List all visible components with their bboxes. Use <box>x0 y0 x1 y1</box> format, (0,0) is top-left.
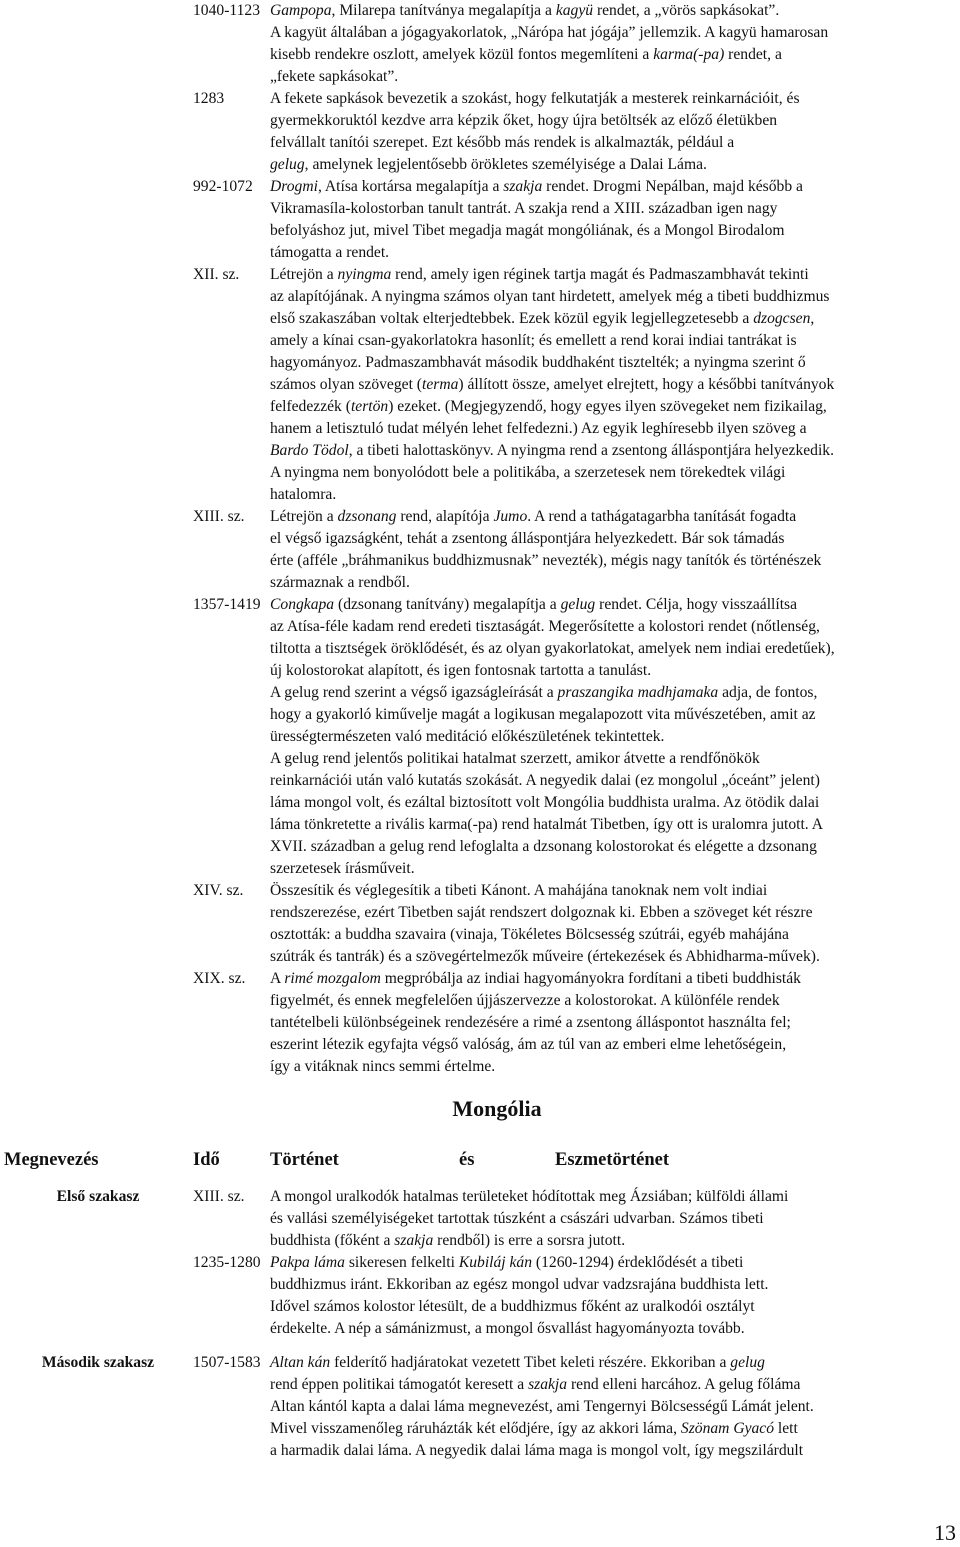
entry-date: XIII. sz. <box>193 1188 245 1205</box>
entry-text-line: és vallási személyiségeket tartottak túszként a császári udvarban. Számos tibeti <box>270 1210 764 1227</box>
entry-text-line: Idővel számos kolostor létesült, de a buddhizmus főként az uralkodói osztályt <box>270 1298 755 1315</box>
entry-text-line: szútrák és tantrák) és a szövegértelmezők műveire (értekezések és Abhidharma-művek). <box>270 948 820 965</box>
entry-text-line: buddhizmus iránt. Ekkoriban az egész mongol udvar vadzsrajána buddhista lett. <box>270 1276 769 1293</box>
period-label: Első szakasz <box>56 1188 140 1205</box>
entry-text-line: származnak a rendből. <box>270 574 410 591</box>
entry-date: 1507-1583 <box>193 1354 261 1371</box>
entry-text-line: így a vitáknak nincs semmi értelme. <box>270 1058 496 1075</box>
entry-text-line: az alapítójának. A nyingma számos olyan tant hirdetett, amelyek még a tibeti buddhizmus <box>270 288 830 305</box>
entry-date: 1357-1419 <box>193 596 261 613</box>
entry-text-line: az Atísa-féle kadam rend eredeti tisztaságát. Megerősítette a kolostori rendet (nőtlenség, <box>270 618 820 635</box>
entry-date: XIX. sz. <box>193 970 246 987</box>
entry-date: 1040-1123 <box>193 2 260 19</box>
entry-text-line: számos olyan szöveget (terma) állított össze, amelyet elrejtett, hogy a későbbi tanítványok <box>270 376 835 393</box>
entry-text-line: gyermekkoruktól kezdve arra képzik őket, hogy újra betöltsék az előző életükben <box>270 112 778 129</box>
period-label: Második szakasz <box>41 1354 155 1371</box>
entry-date: XIV. sz. <box>193 882 244 899</box>
entry-text-line: rend éppen politikai támogatót keresett a szakja rend elleni harcához. A gelug főláma <box>270 1376 801 1393</box>
entry-text-line: Altan kántól kapta a dalai láma megnevezést, ami Tengernyi Bölcsességű Lámát jelent. <box>270 1398 814 1415</box>
entry-text-line: reinkarnációi után való kutatás szokását. A negyedik dalai (ez mongolul „óceánt” jelent) <box>270 772 820 789</box>
header-ido: Idő <box>193 1150 220 1170</box>
entry-text-line: Létrejön a nyingma rend, amely igen réginek tartja magát és Padmaszambhavát tekinti <box>270 266 809 283</box>
entry-date: XIII. sz. <box>193 508 245 525</box>
entry-text-line: felfedezzék (tertön) ezeket. (Megjegyzendő, hogy egyes ilyen szövegeket nem fizikailag, <box>270 398 827 415</box>
entry-text-line: láma tönkretette a rivális karma(-pa) rend hatalmát Tibetben, így ott is uralomra jutott. A <box>270 816 823 833</box>
page-number: 13 <box>934 1520 956 1545</box>
header-megnevezes: Megnevezés <box>4 1150 99 1170</box>
entry-text-line: befolyáshoz jut, mivel Tibet megadja magát mongóliának, és a Mongol Birodalom <box>270 222 785 239</box>
entry-text-line: Altan kán felderítő hadjáratokat vezetett Tibet keleti részére. Ekkoriban a gelug <box>270 1354 765 1371</box>
entry-text-line: A mongol uralkodók hatalmas területeket hódítottak meg Ázsiában; külföldi állami <box>270 1188 789 1205</box>
entry-text-line: Gampopa, Milarepa tanítványa megalapítja a kagyü rendet, a „vörös sapkásokat”. <box>270 2 780 19</box>
entry-text-line: hanem a letisztuló tudat mélyén lehet felfedezni.) Az egyik leghíresebb ilyen szöveg a <box>270 420 807 437</box>
entry-date: 992-1072 <box>193 178 253 195</box>
entry-text-line: érte (afféle „bráhmanikus buddhizmusnak” nevezték), mégis nagy tanítók és történészek <box>270 552 822 569</box>
entry-text-line: a harmadik dalai láma. A negyedik dalai láma maga is mongol volt, így megszilárdult <box>270 1442 804 1459</box>
entry-text-line: buddhista (főként a szakja rendből) is erre a sorsra jutott. <box>270 1232 626 1249</box>
entry-text-line: Vikramasíla-kolostorban tanult tantrát. A szakja rend a XIII. században igen nagy <box>270 200 778 217</box>
entry-text-line: tantételbeli különbségeinek rendezésére a rimé a zsentong álláspontot használta fel; <box>270 1014 791 1031</box>
entry-text-line: Bardo Tödol, a tibeti halottaskönyv. A nyingma rend a zsentong álláspontjára helyezkedik. <box>270 442 834 459</box>
entry-text-line: „fekete sapkásokat”. <box>270 68 399 85</box>
entry-text-line: hogy a gyakorló kiművelje magát a logikusan megalapozott vita művészetében, amit az <box>270 706 816 723</box>
entry-text-line: Létrejön a dzsonang rend, alapítója Jumo. A rend a tathágatagarbha tanítását fogadta <box>270 508 797 525</box>
header-es: és <box>459 1150 475 1170</box>
entry-text-line: eszerint létezik egyfajta végső valóság, ám az túl van az emberi elme lehetőségein, <box>270 1036 787 1053</box>
entry-text-line: Összesítik és véglegesítik a tibeti Kánont. A mahájána tanoknak nem volt indiai <box>270 882 768 899</box>
entry-text-line: ürességtermészeten való meditáció előkészületének tekintettek. <box>270 728 665 745</box>
entry-date: 1235-1280 <box>193 1254 261 1271</box>
entry-text-line: szerzetesek írásműveit. <box>270 860 415 877</box>
entry-text-line: hatalomra. <box>270 486 337 503</box>
entry-text-line: tiltotta a tisztségek öröklődését, és az olyan gyakorlatokat, amelyek nem indiai eredetűek), <box>270 640 835 657</box>
entry-text-line: láma mongol volt, és ezáltal biztosított volt Mongólia buddhista uralma. Az ötödik dalai <box>270 794 820 811</box>
entry-text-line: amely a kínai csan-gyakorlatokra hasonlít; és emellett a rend korai indiai tantrákat is <box>270 332 797 349</box>
entry-text-line: gelug, amelynek legjelentősebb örökletes személyisége a Dalai Láma. <box>270 156 707 173</box>
entry-text-line: el végső igazságként, tehát a zsentong álláspontjára helyezkedett. Bár sok támadás <box>270 530 785 547</box>
entry-text-line: osztották: a buddha szavaira (vinaja, Tökéletes Bölcsesség szútrái, egyéb mahájána <box>270 926 789 943</box>
entry-text-line: figyelmét, és ennek megfelelően újjászervezze a kolostorokat. A különféle rendek <box>270 992 780 1009</box>
entry-text-line: Mivel visszamenőleg ráruházták két elődjére, így az akkori láma, Szönam Gyacó lett <box>270 1420 798 1437</box>
entry-text-line: érdekelte. A nép a sámánizmust, a mongol ősvallást hagyományozta tovább. <box>270 1320 745 1337</box>
entry-text-line: A nyingma nem bonyolódott bele a politikába, a szerzetesek nem törekedtek világi <box>270 464 786 481</box>
entry-text-line: A gelug rend szerint a végső igazságleírását a praszangika madhjamaka adja, de fontos, <box>270 684 818 701</box>
entry-text-line: A rimé mozgalom megpróbálja az indiai hagyományokra fordítani a tibeti buddhisták <box>270 970 801 987</box>
entry-text-line: támogatta a rendet. <box>270 244 390 261</box>
entry-date: 1283 <box>193 90 225 107</box>
entry-text-line: Pakpa láma sikeresen felkelti Kubiláj kán (1260-1294) érdeklődését a tibeti <box>270 1254 744 1271</box>
entry-text-line: hagyományoz. Padmaszambhavát második buddhaként tisztelték; a nyingma szerint ő <box>270 354 806 371</box>
entry-text-line: első szakaszában voltak elterjedtebbek. Ezek közül egyik legjellegzetesebb a dzogcsen, <box>270 310 815 327</box>
entry-text-line: A kagyüt általában a jógagyakorlatok, „Nárópa hat jógája” jellemzik. A kagyü hamarosan <box>270 24 829 41</box>
entry-text-line: Drogmi, Atísa kortársa megalapítja a szakja rendet. Drogmi Nepálban, majd később a <box>270 178 803 195</box>
header-tortenet: Történet <box>270 1150 339 1170</box>
entry-text-line: rendszerezése, ezért Tibetben saját rendszert dolgoznak ki. Ebben a szöveget két részre <box>270 904 813 921</box>
entry-date: XII. sz. <box>193 266 240 283</box>
entry-text-line: A fekete sapkások bevezetik a szokást, hogy felkutatják a mesterek reinkarnációit, és <box>270 90 800 107</box>
header-eszmetortenet: Eszmetörténet <box>555 1150 670 1170</box>
entry-text-line: felvállalt tanítói szerepet. Ezt később más rendek is alkalmazták, például a <box>270 134 735 151</box>
entry-text-line: XVII. században a gelug rend lefoglalta a dzsonang kolostorokat és elégette a dzsonang <box>270 838 817 855</box>
entry-text-line: Congkapa (dzsonang tanítvány) megalapítja a gelug rendet. Célja, hogy visszaállítsa <box>270 596 798 613</box>
section-title: Mongólia <box>452 1096 542 1121</box>
entry-text-line: kisebb rendekre oszlott, amelyek közül fontos megemlíteni a karma(-pa) rendet, a <box>270 46 782 63</box>
entry-text-line: A gelug rend jelentős politikai hatalmat szerzett, amikor átvette a rendfőnökök <box>270 750 760 767</box>
entry-text-line: új kolostorokat alapított, és igen fontosnak tartotta a tanulást. <box>270 662 652 679</box>
